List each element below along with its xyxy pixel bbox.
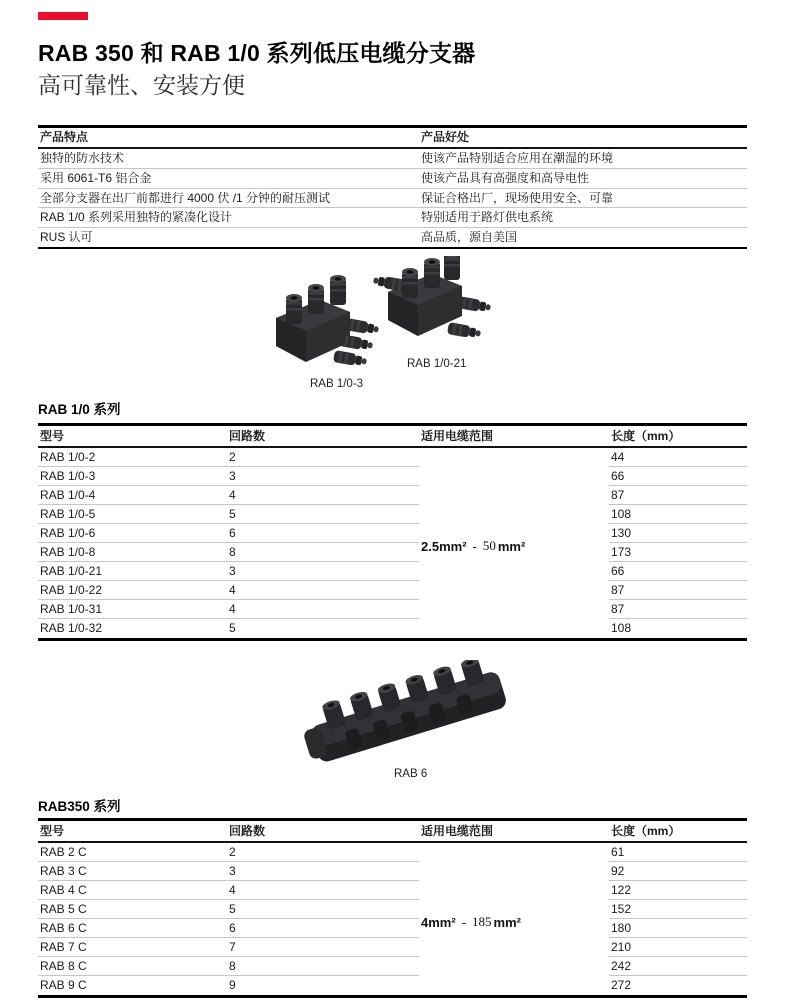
circuits-cell: 4 <box>227 881 419 900</box>
length-cell: 180 <box>609 919 747 938</box>
length-cell: 44 <box>609 448 747 467</box>
table-row <box>38 524 747 543</box>
length-cell: 130 <box>609 524 747 543</box>
features-table <box>38 125 747 249</box>
model-cell: RAB 2 C <box>38 843 227 862</box>
table-row <box>38 169 747 189</box>
circuits-cell: 4 <box>227 600 419 619</box>
model-cell: RAB 1/0-6 <box>38 524 227 543</box>
benefit-cell: 使该产品具有高强度和高导电性 <box>421 170 590 185</box>
model-cell: RAB 1/0-3 <box>38 467 227 486</box>
circuits-cell: 4 <box>227 486 419 505</box>
length-col-header: 长度（mm） <box>611 824 681 838</box>
circuits-cell: 3 <box>227 862 419 881</box>
spec-header-row <box>38 426 747 448</box>
table-row <box>38 619 747 638</box>
benefit-cell: 保证合格出厂，现场使用安全、可靠 <box>421 190 614 205</box>
circuits-cell: 6 <box>227 919 419 938</box>
benefits-col-header: 产品好处 <box>421 130 470 144</box>
figure-label-rab10-21: RAB 1/0-21 <box>407 358 467 370</box>
table-row <box>38 448 747 467</box>
feature-cell: 独特的防水技术 <box>40 151 125 165</box>
model-cell: RAB 1/0-4 <box>38 486 227 505</box>
cable-range-col-header: 适用电缆范围 <box>421 824 494 838</box>
cable-range-merged-value <box>421 451 525 641</box>
cable-range-from: 2.5mm² <box>421 538 467 554</box>
table-row <box>38 149 747 169</box>
page-title: RAB 350 和 RAB 1/0 系列低压电缆分支器 <box>38 40 476 66</box>
product-photo-rab6 <box>298 660 518 790</box>
model-cell: RAB 7 C <box>38 938 227 957</box>
model-cell: RAB 3 C <box>38 862 227 881</box>
rab10-spec-table <box>38 423 747 641</box>
table-row <box>38 938 747 957</box>
length-cell: 152 <box>609 900 747 919</box>
cable-range-merged-value <box>421 846 521 998</box>
cable-range-from: 4mm² <box>421 914 456 930</box>
feature-cell: 采用 6061-T6 铝合金 <box>40 170 152 185</box>
model-cell: RAB 5 C <box>38 900 227 919</box>
circuits-cell: 7 <box>227 938 419 957</box>
table-row <box>38 543 747 562</box>
model-cell: RAB 8 C <box>38 957 227 976</box>
length-cell: 87 <box>609 486 747 505</box>
table-row <box>38 228 747 247</box>
circuits-cell: 9 <box>229 978 236 992</box>
length-cell: 108 <box>609 505 747 524</box>
table-row <box>38 957 747 976</box>
circuits-cell: 8 <box>227 543 419 562</box>
brand-accent-dash <box>38 12 88 20</box>
table-row <box>38 189 747 209</box>
model-cell: RAB 1/0-21 <box>38 562 227 581</box>
table-row <box>38 976 747 995</box>
benefit-cell: 高品质，源自美国 <box>421 230 518 245</box>
table-row <box>38 881 747 900</box>
benefit-cell: 特别适用于路灯供电系统 <box>421 210 554 225</box>
length-cell: 108 <box>611 621 632 635</box>
circuits-cell: 6 <box>227 524 419 543</box>
product-photo-rab10 <box>268 256 503 396</box>
length-cell: 242 <box>609 957 747 976</box>
length-col-header: 长度（mm） <box>611 429 681 443</box>
table-row <box>38 467 747 486</box>
benefit-cell: 使该产品特别适合应用在潮湿的环境 <box>421 151 614 165</box>
length-cell: 92 <box>609 862 747 881</box>
rab10-connectors-image <box>268 256 503 376</box>
cable-range-dash: - <box>461 914 467 930</box>
cable-range-to-value: 185 <box>472 914 492 929</box>
model-col-header: 型号 <box>40 824 65 838</box>
model-cell: RAB 1/0-8 <box>38 543 227 562</box>
spec-header-row <box>38 821 747 843</box>
circuits-cell: 2 <box>227 448 419 467</box>
circuits-cell: 8 <box>227 957 419 976</box>
model-col-header: 型号 <box>40 429 65 443</box>
rab10-table-body <box>38 448 747 638</box>
length-cell: 173 <box>609 543 747 562</box>
cable-range-dash: - <box>472 538 477 554</box>
feature-cell: RAB 1/0 系列采用独特的紧凑化设计 <box>40 210 233 225</box>
length-cell: 61 <box>609 843 747 862</box>
table-row <box>38 562 747 581</box>
figure-label-rab6: RAB 6 <box>394 768 428 780</box>
table-row <box>38 862 747 881</box>
table-row <box>38 900 747 919</box>
features-col-header: 产品特点 <box>40 130 89 144</box>
model-cell: RAB 1/0-31 <box>38 600 227 619</box>
model-cell: RAB 1/0-5 <box>38 505 227 524</box>
rab350-spec-table <box>38 818 747 998</box>
length-cell: 272 <box>611 978 632 992</box>
circuits-col-header: 回路数 <box>229 824 266 838</box>
table-row <box>38 505 747 524</box>
circuits-cell: 3 <box>227 562 419 581</box>
circuits-cell: 5 <box>229 621 236 635</box>
cable-range-to-value: 50 <box>482 538 496 553</box>
cable-range-to-unit: mm² <box>493 914 521 930</box>
features-table-body <box>38 149 747 247</box>
page-subtitle: 高可靠性、安装方便 <box>38 72 245 98</box>
feature-cell: 全部分支器在出厂前都进行 4000 伏 /1 分钟的耐压测试 <box>40 190 331 205</box>
figure-label-rab10-3: RAB 1/0-3 <box>310 378 364 390</box>
circuits-cell: 2 <box>227 843 419 862</box>
length-cell: 66 <box>609 467 747 486</box>
table-row <box>38 486 747 505</box>
circuits-cell: 4 <box>227 581 419 600</box>
feature-cell: RUS 认可 <box>40 230 93 245</box>
rab350-table-body <box>38 843 747 995</box>
circuits-cell: 5 <box>227 900 419 919</box>
features-header-row <box>38 128 747 149</box>
model-cell: RAB 1/0-22 <box>38 581 227 600</box>
length-cell: 210 <box>609 938 747 957</box>
model-cell: RAB 9 C <box>40 978 87 992</box>
section-title-rab10: RAB 1/0 系列 <box>38 402 121 417</box>
length-cell: 87 <box>609 581 747 600</box>
model-cell: RAB 1/0-32 <box>40 621 103 635</box>
circuits-cell: 3 <box>227 467 419 486</box>
circuits-col-header: 回路数 <box>229 429 266 443</box>
length-cell: 66 <box>609 562 747 581</box>
table-row <box>38 581 747 600</box>
length-cell: 122 <box>609 881 747 900</box>
table-row <box>38 208 747 228</box>
section-title-rab350: RAB350 系列 <box>38 799 121 814</box>
length-cell: 87 <box>609 600 747 619</box>
table-row <box>38 919 747 938</box>
cable-range-to-unit: mm² <box>497 538 526 554</box>
circuits-cell: 5 <box>227 505 419 524</box>
cable-range-col-header: 适用电缆范围 <box>421 429 494 443</box>
table-row <box>38 600 747 619</box>
table-row <box>38 843 747 862</box>
model-cell: RAB 1/0-2 <box>38 448 227 467</box>
rab6-connector-image <box>298 660 518 768</box>
model-cell: RAB 4 C <box>38 881 227 900</box>
model-cell: RAB 6 C <box>38 919 227 938</box>
